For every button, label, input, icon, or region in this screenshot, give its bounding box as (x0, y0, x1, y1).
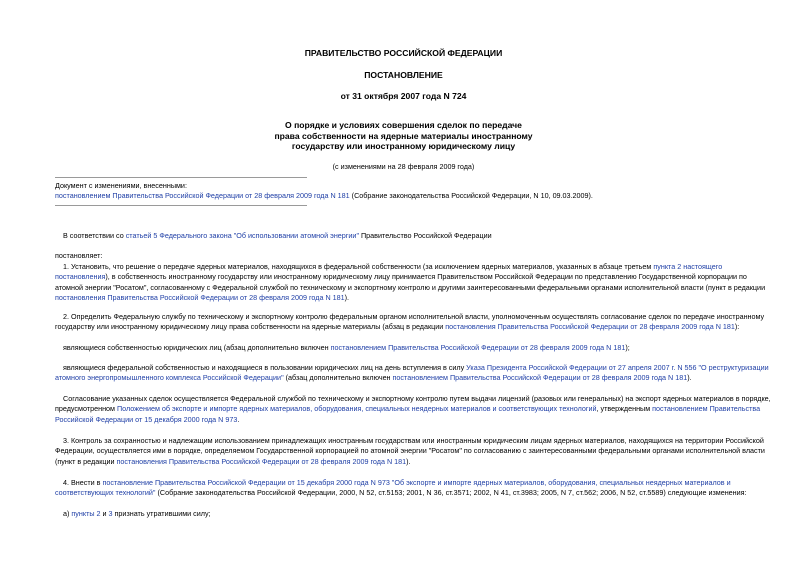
decrees-label: постановляет: (55, 251, 103, 260)
changes-label: Документ с изменениями, внесенными: (55, 181, 187, 190)
p2c-link-1[interactable]: Положением об экспорте и импорте ядерных материалов, оборудования, специальных неядерных материалов и соответствующих технологий (116, 404, 597, 414)
paragraph-1 (55, 262, 775, 304)
document-type: ПОСТАНОВЛЕНИЕ (364, 70, 443, 80)
p3-link[interactable]: постановления Правительства Российской Федерации от 28 февраля 2009 года N 181 (116, 456, 407, 466)
p2b-link-1[interactable]: Указа Президента Российской Федерации от 27 апреля 2007 г. N 556 "О реструктуризации атомного энергопромышленного комплекса Российской Федерации" (55, 363, 769, 383)
p4a-link-2[interactable]: 3 (108, 509, 113, 518)
p3-text-2: ). (406, 456, 411, 466)
p2b-link-2[interactable]: постановлением Правительства Российской Федерации от 28 февраля 2009 года N 181 (392, 373, 688, 383)
document-date: от 31 октября 2007 года N 724 (340, 91, 467, 101)
paragraph-4 (55, 478, 775, 499)
title-line: государству или иностранному юридическому лицу (291, 141, 516, 152)
changes-link[interactable]: постановлением Правительства Российской Федерации от 28 февраля 2009 года N 181 (55, 191, 350, 201)
p1-link-2[interactable]: постановления Правительства Российской Федерации от 28 февраля 2009 года N 181 (55, 293, 345, 303)
changes-note: (с изменениями на 28 февраля 2009 года) (332, 162, 475, 171)
p1-text: 1. Установить, что решение о передаче ядерных материалов, находящихся в федеральной собственности (за исключением ядерных материалов, указанных в абзаце третьем (63, 262, 654, 271)
preamble-text: В соответствии со (63, 231, 126, 240)
title-line: О порядке и условиях совершения сделок по передаче (285, 120, 522, 130)
government-name: ПРАВИТЕЛЬСТВО РОССИЙСКОЙ ФЕДЕРАЦИИ (304, 48, 503, 58)
p4a-text-2: и (100, 509, 109, 518)
p1-text-3: ). (344, 293, 350, 303)
p2a-text: являющиеся собственностью юридических лиц (абзац дополнительно включен (63, 343, 331, 352)
p4-link[interactable]: постановление Правительства Российской Федерации от 15 декабря 2000 года N 973 "Об экспорте и импорте ядерных материалов, оборудования, специальных неядерных материалов и соответствующих технологий" (55, 478, 731, 498)
p2-text: 2. Определить Федеральную службу по техническому и экспортному контролю федеральным органом исполнительной власти, уполномоченным осуществлять согласование сделок по передаче иностранному государству или иностранному юридическому лицу права собственности на ядерные материалы (абзац в редакции (55, 312, 765, 332)
p2-text-2: ): (734, 322, 740, 332)
changes-rest: (Собрание законодательства Российской Федерации, N 10, 09.03.2009). (349, 191, 593, 201)
paragraph-3 (55, 436, 775, 467)
p2c-text-2: , утвержденным (596, 404, 653, 414)
p2b-text-2: (абзац дополнительно включен (283, 373, 393, 383)
p4a-text: а) (63, 509, 72, 518)
p3-text: 3. Контроль за сохранностью и надлежащим использованием принадлежащих иностранным государствам или иностранным юридическим лицам ядерных материалов, находящихся на территории Российской Федерации, осуществляется ими в порядке, определяемом Государственной корпорацией по атомной энергии "Росатом" по согласованию с заинтересованными федеральными органами исполнительной власти (пункт в редакции (55, 436, 765, 466)
paragraph-2a (55, 343, 775, 353)
document-title (0, 120, 807, 152)
law-link[interactable]: статьей 5 Федерального закона "Об использовании атомной энергии" (125, 231, 359, 240)
divider-top (55, 177, 307, 178)
p2a-text-2: ); (625, 343, 630, 352)
p2b-text-3: ). (687, 373, 692, 383)
p4-text: 4. Внести в (63, 478, 103, 487)
p2c-text: Согласование указанных сделок осуществляется Федеральной службой по техническому и экспортному контролю путем выдачи лицензий (разовых или генеральных) на экспорт ядерных материалов в порядке, предусмотренном (55, 394, 771, 414)
preamble (55, 231, 775, 241)
title-line: права собственности на ядерные материалы иностранному (274, 130, 533, 141)
paragraph-2 (55, 312, 775, 333)
divider-bottom (55, 205, 307, 206)
p2c-link-2[interactable]: постановлением Правительства Российской Федерации от 15 декабря 2000 года N 973 (55, 404, 761, 424)
paragraph-2b (55, 363, 775, 384)
p4a-text-3: признать утратившими силу; (112, 509, 211, 518)
p2-link[interactable]: постановления Правительства Российской Федерации от 28 февраля 2009 года N 181 (445, 322, 735, 332)
preamble-text-end: Правительство Российской Федерации (359, 231, 492, 240)
p1-link-1[interactable]: пункта 2 настоящего постановления (55, 262, 723, 282)
p2a-link[interactable]: постановлением Правительства Российской Федерации от 28 февраля 2009 года N 181 (330, 343, 626, 352)
p4a-link-1[interactable]: пункты 2 (71, 509, 101, 518)
paragraph-4a (55, 509, 775, 519)
p1-text-2: ), в собственность иностранному государству или иностранному юридическому лицу принимается Правительством Российской Федерации по представлению Государственной корпорации по атомной энергии "Росатом", согласованному с Федеральной службой по техническому и экспортному контролю и другими заинтересованными федеральными органами исполнительной власти (пункт в редакции (55, 272, 766, 292)
changes-box (55, 181, 775, 202)
p4-text-2: (Собрание законодательства Российской Федерации, 2000, N 52, ст.5153; 2001, N 36, ст.3571; 2002, N 41, ст.3983; 2005, N 7, ст.562; 2006, N 52, ст.5589) следующие изменения: (155, 488, 747, 498)
p2b-text: являющиеся федеральной собственностью и находящиеся в пользовании юридических лиц на день вступления в силу (63, 363, 467, 372)
p2c-text-3: . (237, 414, 240, 424)
paragraph-2c (55, 394, 775, 425)
